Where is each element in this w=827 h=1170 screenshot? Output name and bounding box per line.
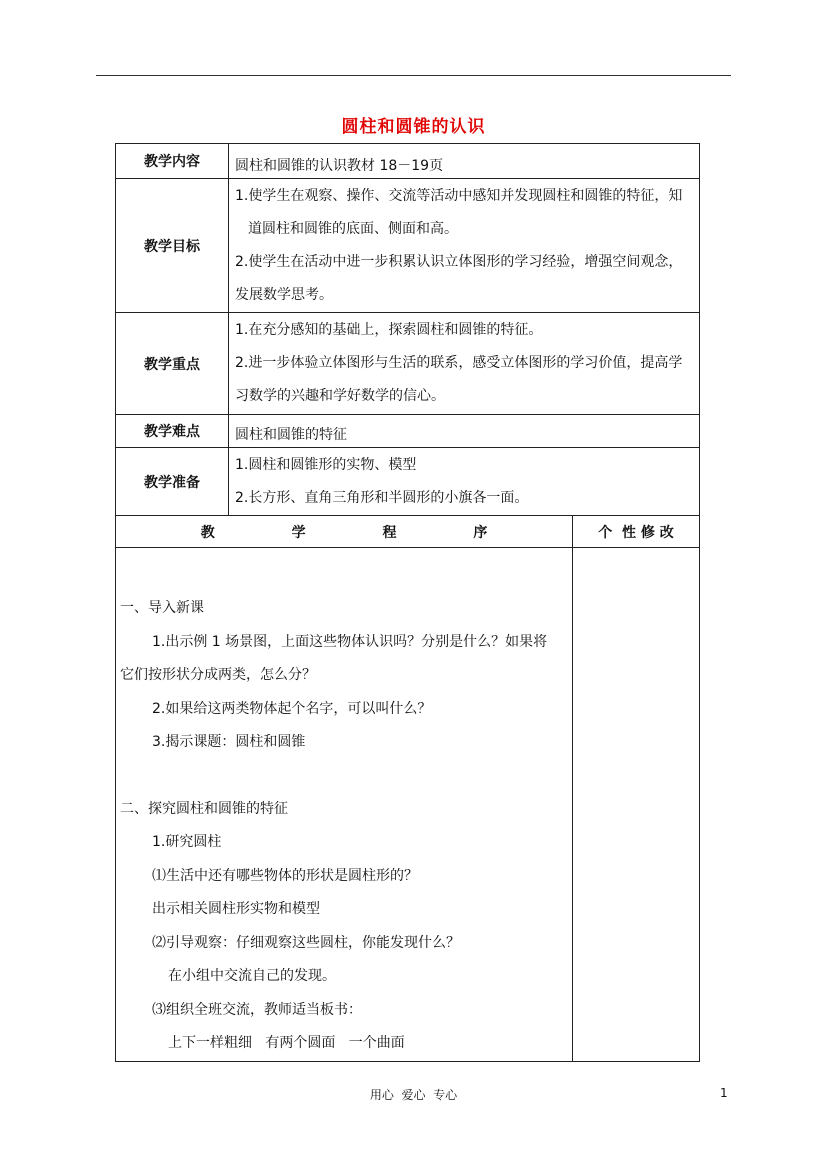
row-procedure-body [116,548,700,1062]
procedure-header [116,516,573,548]
section-2-board-notes: 上下一样粗细 有两个圆面 一个曲面 [168,1035,405,1051]
label-teaching-goals: 教学目标 [116,179,229,313]
key-point-2-line-1: 2.进一步体验立体图形与生活的联系，感受立体图形的学习价值，提高学 [235,355,683,371]
row-procedure-header [116,516,700,548]
teaching-content-text: 圆柱和圆锥的认识教材 18－19页 [235,158,444,174]
value-preparation [229,448,700,516]
row-key-points [116,313,700,415]
label-preparation: 教学准备 [116,448,229,516]
value-teaching-content [229,144,700,179]
procedure-header-char-2: 学 [291,524,306,541]
key-point-2-line-2: 习数学的兴趣和学好数学的信心。 [235,388,445,404]
value-teaching-goals [229,179,700,313]
section-1-item-3: 3.揭示课题：圆柱和圆锥 [152,734,306,750]
section-2-question-2: ⑵引导观察：仔细观察这些圆柱，你能发现什么？ [152,934,460,951]
section-2-group-discussion: 在小组中交流自己的发现。 [168,968,336,984]
label-key-points: 教学重点 [116,313,229,415]
spacer [120,760,566,793]
preparation-2: 2.长方形、直角三角形和半圆形的小旗各一面。 [235,489,529,506]
procedure-header-char-3: 程 [382,524,397,541]
lesson-plan-table [115,143,700,1062]
modification-cell [573,548,700,1062]
difficulty-text: 圆柱和圆锥的特征 [235,426,347,443]
header-rule [96,75,731,76]
row-preparation [116,448,700,516]
row-teaching-goals [116,179,700,313]
section-1-item-2: 2.如果给这两类物体起个名字，可以叫什么？ [152,700,432,717]
modification-header-text: 个 性 修 改 [598,524,674,541]
value-key-points [229,313,700,415]
goal-1-line-2: 道圆柱和圆锥的底面、侧面和高。 [248,220,458,237]
section-2-show-models: 出示相关圆柱形实物和模型 [152,901,320,917]
section-1-item-1-line-2: 它们按形状分成两类，怎么分？ [120,667,316,683]
procedure-body [116,548,573,1062]
goal-1-line-1: 1.使学生在观察、操作、交流等活动中感知并发现圆柱和圆锥的特征，知 [235,187,683,204]
section-2-item-1: 1.研究圆柱 [152,834,222,850]
modification-header [573,516,700,548]
document-title: 圆柱和圆锥的认识 [341,117,486,137]
row-teaching-content [116,144,700,179]
section-1-heading: 一、导入新课 [120,600,204,616]
section-2-heading: 二、探究圆柱和圆锥的特征 [120,800,288,817]
value-difficulty [229,415,700,448]
row-difficulty [116,415,700,448]
page-number: 1 [720,1086,728,1100]
procedure-header-char-1: 教 [200,524,215,541]
key-point-1: 1.在充分感知的基础上，探索圆柱和圆锥的特征。 [235,322,543,338]
goal-2-line-1: 2.使学生在活动中进一步积累认识立体图形的学习经验，增强空间观念， [235,253,683,270]
preparation-1: 1.圆柱和圆锥形的实物、模型 [235,456,417,473]
section-2-question-1: ⑴生活中还有哪些物体的形状是圆柱形的？ [152,867,418,884]
procedure-header-char-4: 序 [473,524,488,541]
section-2-question-3: ⑶组织全班交流，教师适当板书： [152,1001,362,1018]
goal-2-line-2: 发展数学思考。 [235,286,333,303]
label-teaching-content: 教学内容 [116,144,229,179]
page-footer: 用心 爱心 专心 [369,1088,458,1102]
label-difficulty: 教学难点 [116,415,229,448]
section-1-item-1-line-1: 1.出示例 1 场景图，上面这些物体认识吗？分别是什么？如果将 [152,633,548,650]
